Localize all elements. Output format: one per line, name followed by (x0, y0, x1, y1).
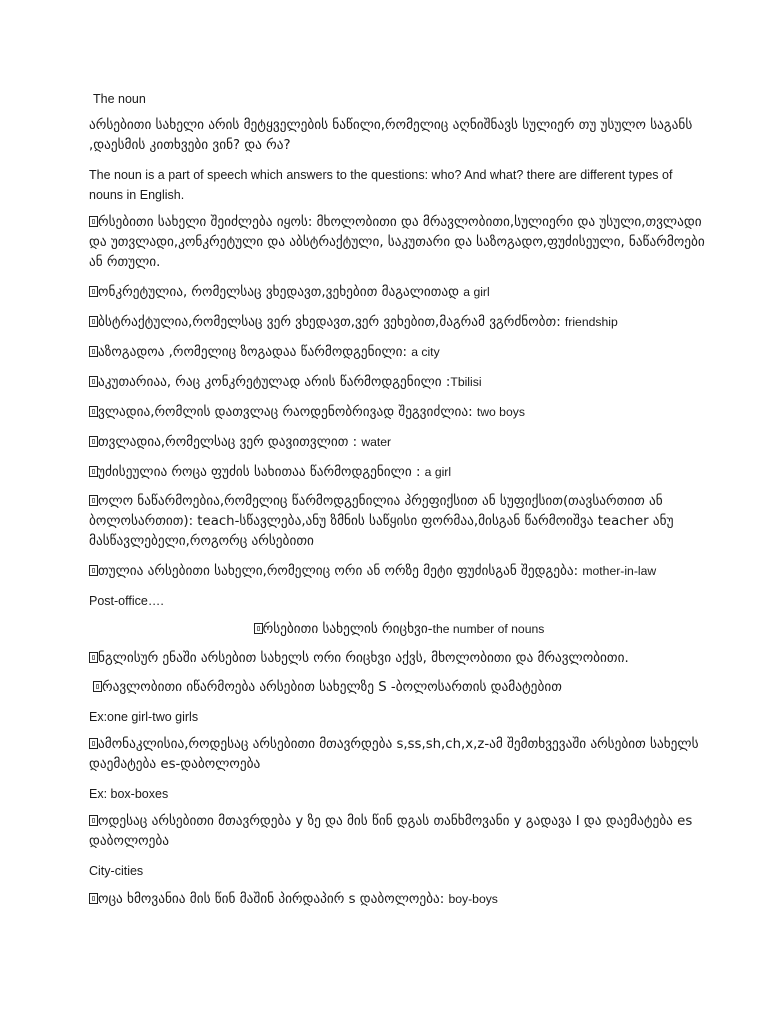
paragraph-vowel-y: ოცა ხმოვანია მის წინ მაშინ პირდაპირ s დაბოლოება: boy-boys (89, 889, 709, 910)
paragraph-exception-es: ამონაკლისია,როდესაც არსებითი მთავრდება s,ss,sh,ch,x,z-ამ შემთხვევაში არსებით სახელს დაემატება es-დაბოლოება (89, 737, 699, 772)
paragraph-countable: ვლადია,რომლის დათვლაც რაოდენობრივად შეგვიძლია: two boys (89, 402, 709, 423)
example-girls: Ex:one girl-two girls (89, 710, 199, 724)
missing-glyph-icon (89, 565, 98, 576)
missing-glyph-icon (89, 406, 98, 417)
example-boxes: Ex: box-boxes (89, 787, 169, 801)
missing-glyph-icon (89, 815, 98, 826)
paragraph-noun-types: რსებითი სახელი შეიძლება იყოს: მხოლობითი და მრავლობითი,სულიერი და უსული,თვლადი და უთვლადი,კონკრეტული და აბსტრაქტული, საკუთარი და საზოგადო,ფუძისეული, ნაწარმოები ან რთული. (89, 215, 705, 270)
paragraph-y-to-i: ოდესაც არსებითი მთავრდება y ზე და მის წინ დგას თანხმოვანი y გადავა I და დაემატება es დაბოლოება (89, 814, 693, 849)
missing-glyph-icon (89, 316, 98, 327)
section-heading-number: რსებითი სახელის რიცხვი-the number of nouns (89, 619, 709, 640)
paragraph-plural-s: რავლობითი იწარმოება არსებით სახელზე S -ბოლოსართის დამატებით (89, 678, 709, 698)
missing-glyph-icon (89, 436, 98, 447)
paragraph-proper: აკუთარიაა, რაც კონკრეტულად არის წარმოდგენილი :Tbilisi (89, 372, 709, 393)
missing-glyph-icon (89, 376, 98, 387)
missing-glyph-icon (89, 893, 98, 904)
document-body (89, 92, 709, 919)
missing-glyph-icon (89, 286, 98, 297)
missing-glyph-icon (89, 216, 98, 227)
paragraph-uncountable: თვლადია,რომელსაც ვერ დავითვლით : water (89, 432, 709, 453)
missing-glyph-icon (89, 495, 98, 506)
missing-glyph-icon (89, 652, 98, 663)
missing-glyph-icon (89, 466, 98, 477)
paragraph-derived: ოლო ნაწარმოებია,რომელიც წარმოდგენილია პრეფიქსით ან სუფიქსით(თავსართით ან ბოლოსართით): teach-სწავლება,ანუ ზმნის საწყისი ფორმაა,მისგან წარმოიშვა teacher ანუ მასწავლებელი,როგორც არსებითი (89, 494, 674, 549)
paragraph-post-office: Post-office…. (89, 594, 164, 608)
example-cities: City-cities (89, 864, 144, 878)
paragraph-root: უძისეულია როცა ფუძის სახითაა წარმოდგენილი : a girl (89, 462, 709, 483)
paragraph-definition-ka: არსებითი სახელი არის მეტყველების ნაწილი,რომელიც აღნიშნავს სულიერ თუ უსულო საგანს ,დაესმის კითხვები ვინ? და რა? (89, 118, 693, 153)
paragraph-common: აზოგადოა ,რომელიც ზოგადაა წარმოდგენილი: a city (89, 342, 709, 363)
paragraph-compound: თულია არსებითი სახელი,რომელიც ორი ან ორზე მეტი ფუძისგან შედგება: mother-in-law (89, 561, 709, 582)
missing-glyph-icon (93, 681, 102, 692)
paragraph-abstract: ბსტრაქტულია,რომელსაც ვერ ვხედავთ,ვერ ვეხებით,მაგრამ ვგრძნობთ: friendship (89, 312, 709, 333)
paragraph-concrete: ონკრეტულია, რომელსაც ვხედავთ,ვეხებით მაგალითად a girl (89, 282, 709, 303)
page-title: The noun (93, 92, 146, 106)
missing-glyph-icon (89, 738, 98, 749)
paragraph-two-numbers: ნგლისურ ენაში არსებით სახელს ორი რიცხვი აქვს, მხოლობითი და მრავლობითი. (89, 649, 709, 669)
paragraph-definition-en: The noun is a part of speech which answers to the questions: who? And what? there are different types of nouns in English. (89, 168, 673, 202)
missing-glyph-icon (254, 623, 263, 634)
missing-glyph-icon (89, 346, 98, 357)
